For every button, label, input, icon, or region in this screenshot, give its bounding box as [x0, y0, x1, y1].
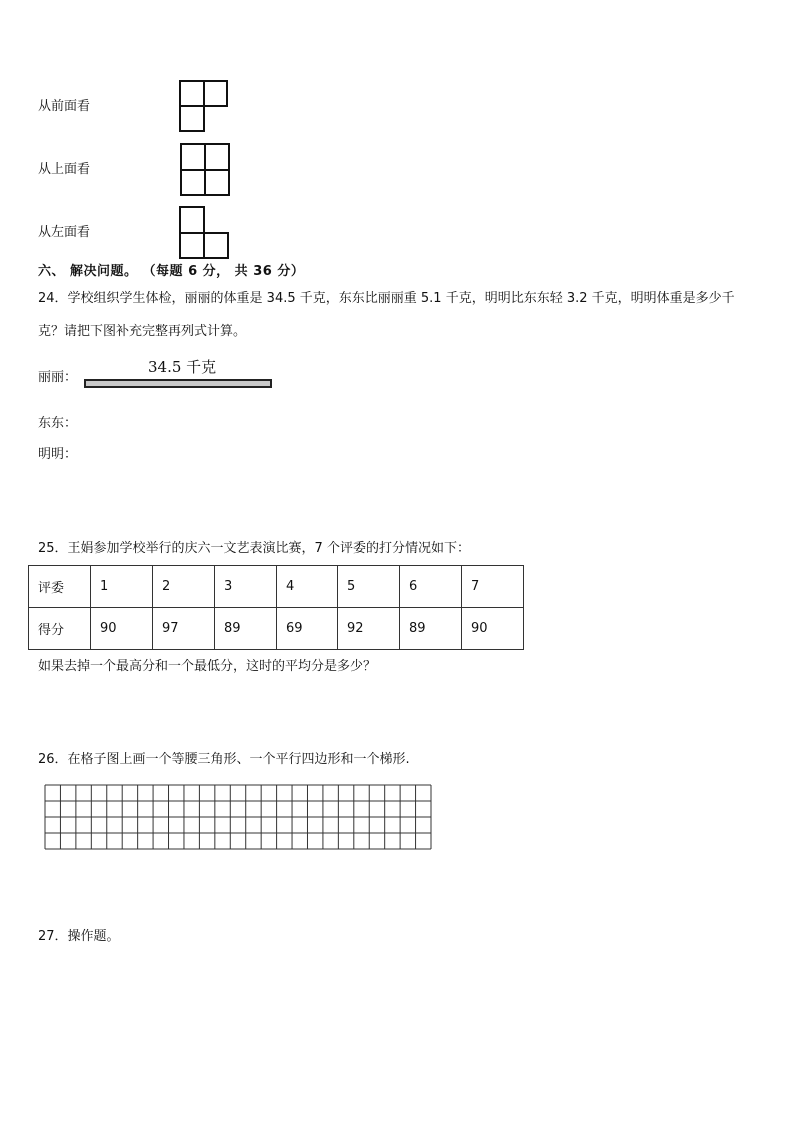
- table-cell: 4: [277, 566, 338, 608]
- lili-bar-value: 34.5 千克: [148, 358, 217, 376]
- table-cell: 2: [153, 566, 215, 608]
- q27-prompt: 27．操作题。: [38, 929, 120, 944]
- left-view-label: 从左面看: [38, 225, 91, 240]
- q24-text-line2: 克？请把下图补充完整再列式计算。: [38, 324, 247, 339]
- table-row-judges: [29, 566, 524, 608]
- score-table: [28, 565, 524, 650]
- q25-question: 如果去掉一个最高分和一个最低分，这时的平均分是多少？: [38, 659, 377, 674]
- table-cell: 90: [462, 608, 524, 650]
- mingming-label: 明明：: [38, 447, 78, 462]
- left-view-figure: [179, 206, 230, 260]
- row-header-score: 得分: [29, 608, 91, 650]
- table-cell: 90: [91, 608, 153, 650]
- q26-prompt: 26．在格子图上画一个等腰三角形、一个平行四边形和一个梯形.: [38, 752, 410, 767]
- section-heading: 六、 解决问题。 （每题 6 分， 共 36 分）: [38, 264, 305, 279]
- lili-weight-bar: [84, 379, 272, 388]
- top-view-label: 从上面看: [38, 162, 91, 177]
- table-cell: 6: [400, 566, 462, 608]
- row-header-judge: 评委: [29, 566, 91, 608]
- lili-label: 丽丽：: [38, 370, 78, 385]
- square-grid[interactable]: [44, 784, 434, 850]
- front-view-figure: [179, 80, 229, 133]
- table-cell: 1: [91, 566, 153, 608]
- dongdong-label: 东东：: [38, 416, 78, 431]
- table-cell: 5: [338, 566, 400, 608]
- front-view-label: 从前面看: [38, 99, 91, 114]
- table-cell: 69: [277, 608, 338, 650]
- table-cell: 7: [462, 566, 524, 608]
- top-view-figure: [180, 143, 231, 197]
- table-row-scores: [29, 608, 524, 650]
- table-cell: 92: [338, 608, 400, 650]
- table-cell: 3: [215, 566, 277, 608]
- q25-prompt: 25．王娟参加学校举行的庆六一文艺表演比赛，7 个评委的打分情况如下：: [38, 541, 470, 556]
- table-cell: 97: [153, 608, 215, 650]
- table-cell: 89: [215, 608, 277, 650]
- q24-text-line1: 24．学校组织学生体检，丽丽的体重是 34.5 千克，东东比丽丽重 5.1 千克，明明比东东轻 3.2 千克，明明体重是多少千: [38, 291, 735, 306]
- table-cell: 89: [400, 608, 462, 650]
